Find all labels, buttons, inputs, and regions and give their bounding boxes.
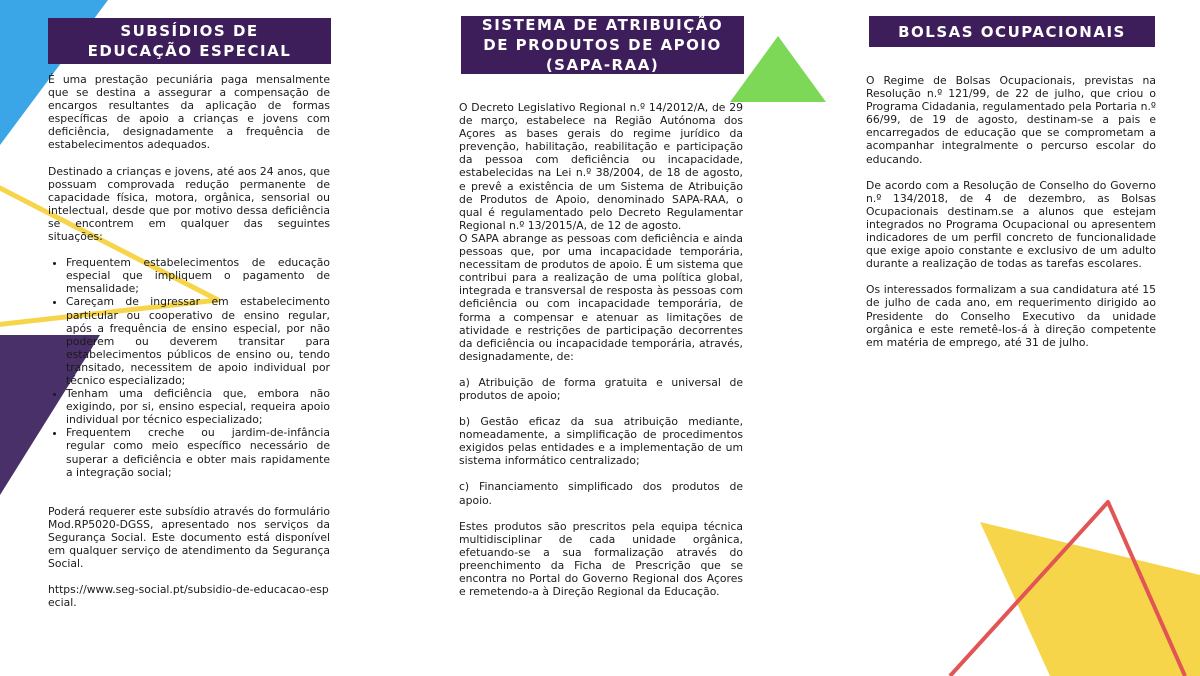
situations-list bbox=[48, 256, 330, 479]
list-item: a) Atribuição de forma gratuita e universal de produtos de apoio; bbox=[459, 375, 743, 402]
list-item: b) Gestão eficaz da sua atribuição mediante, nomeadamente, a simplificação de procedimentos exigidos pelas entidades e a implementação de um sistema informático centralizado; bbox=[459, 415, 743, 468]
column-subsidios bbox=[48, 73, 330, 609]
section-title-bolsas: BOLSAS OCUPACIONAIS bbox=[869, 16, 1155, 47]
green-triangle bbox=[730, 36, 826, 102]
paragraph: O Decreto Legislativo Regional n.º 14/2012/A, de 29 de março, estabelece na Região Autónoma dos Açores as bases gerais do regime jurídico da prevenção, habilitação, reabilitação e participação da pessoa com deficiência ou incapacidade, estabelecidas na Lei n.º 38/2004, de 18 de agosto, e prevê a existência de um Sistema de Atribuição de Produtos de Apoio, denominado SAPA-RAA, o qual é regulamentado pelo Decreto Regulamentar Regional n.º 13/2015/A, de 12 de agosto. bbox=[459, 101, 743, 232]
paragraph: Destinado a crianças e jovens, até aos 24 anos, que possuam comprovada redução permanente de capacidade física, motora, orgânica, sensorial ou intelectual, desde que por motivo dessa deficiência se encontrem em qualquer das seguintes situações: bbox=[48, 164, 330, 244]
yellow-triangle bbox=[980, 522, 1200, 676]
paragraph: De acordo com a Resolução de Conselho do Governo n.º 134/2018, de 4 de dezembro, as Bolsas Ocupacionais destinam.se a alunos que estejam integrados no Programa Ocupacional ou apresentem indicadores de um perfil concreto de funcionalidade que exige apoio constante e exclusivo de um adulto durante a realização de todas as tarefas escolares. bbox=[866, 178, 1156, 271]
list-item: • Tenham uma deficiência que, embora não exigindo, por si, ensino especial, requeira apoio individual por técnico especializado; bbox=[66, 387, 330, 426]
seg-social-link[interactable]: https://www.seg-social.pt/subsidio-de-educacao-especial. bbox=[48, 583, 329, 610]
list-item: • Frequentem estabelecimentos de educação especial que impliquem o pagamento de mensalidade; bbox=[66, 256, 330, 295]
paragraph: O Regime de Bolsas Ocupacionais, previstas na Resolução n.º 121/99, de 22 de julho, que criou o Programa Cidadania, regulamentado pela Portaria n.º 66/99, de 19 de agosto, destinam-se a pais e encarregados de educação que se comprometam a acompanhar integralmente o percurso escolar do educando. bbox=[866, 74, 1156, 166]
column-bolsas bbox=[866, 74, 1156, 349]
list-item: • Careçam de ingressar em estabelecimento particular ou cooperativo de ensino regular, após a frequência de ensino especial, por não poderem ou deverem transitar para estabelecimentos públicos de ensino ou, tendo transitado, necessitem de apoio individual por técnico especializado; bbox=[66, 295, 330, 387]
list-item: c) Financiamento simplificado dos produtos de apoio. bbox=[459, 480, 743, 507]
paragraph: É uma prestação pecuniária paga mensalmente que se destina a assegurar a compensação de encargos resultantes da aplicação de formas específicas de apoio a crianças e jovens com deficiência, designadamente a frequência de estabelecimentos adequados. bbox=[48, 73, 330, 152]
paragraph: Os interessados formalizam a sua candidatura até 15 de julho de cada ano, em requerimento dirigido ao Presidente do Conselho Executivo da unidade orgânica e este remetê-los-á à direção competente em matéria de emprego, até 31 de julho. bbox=[866, 283, 1156, 349]
paragraph: Poderá requerer este subsídio através do formulário Mod.RP5020-DGSS, apresentado nos serviços da Segurança Social. Este documento está disponível em qualquer serviço de atendimento da Segurança Social. bbox=[48, 504, 330, 571]
list-item: • Frequentem creche ou jardim-de-infância regular como meio específico necessário de superar a deficiência e obter mais rapidamente a integração social; bbox=[66, 426, 330, 478]
section-title-sapa: SISTEMA DE ATRIBUIÇÃO DE PRODUTOS DE APOIO (SAPA-RAA) bbox=[461, 16, 744, 74]
section-title-subsidios: SUBSÍDIOS DE EDUCAÇÃO ESPECIAL bbox=[48, 18, 331, 64]
paragraph: O SAPA abrange as pessoas com deficiência e ainda pessoas que, por uma incapacidade temporária, necessitam de produtos de apoio. É um sistema que contribui para a realização de uma política global, integrada e transversal de resposta às pessoas com deficiência ou com incapacidade temporária, de forma a compensar e atenuar as limitações de atividade e restrições de participação decorrentes da deficiência ou incapacidade temporária, através, designadamente, de: bbox=[459, 231, 743, 363]
paragraph: Estes produtos são prescritos pela equipa técnica multidisciplinar de cada unidade orgânica, efetuando-se a sua formalização através do preenchimento da Ficha de Prescrição que se encontra no Portal do Governo Regional dos Açores e remetendo-a à Direção Regional da Educação. bbox=[459, 519, 743, 599]
column-sapa bbox=[459, 101, 743, 598]
